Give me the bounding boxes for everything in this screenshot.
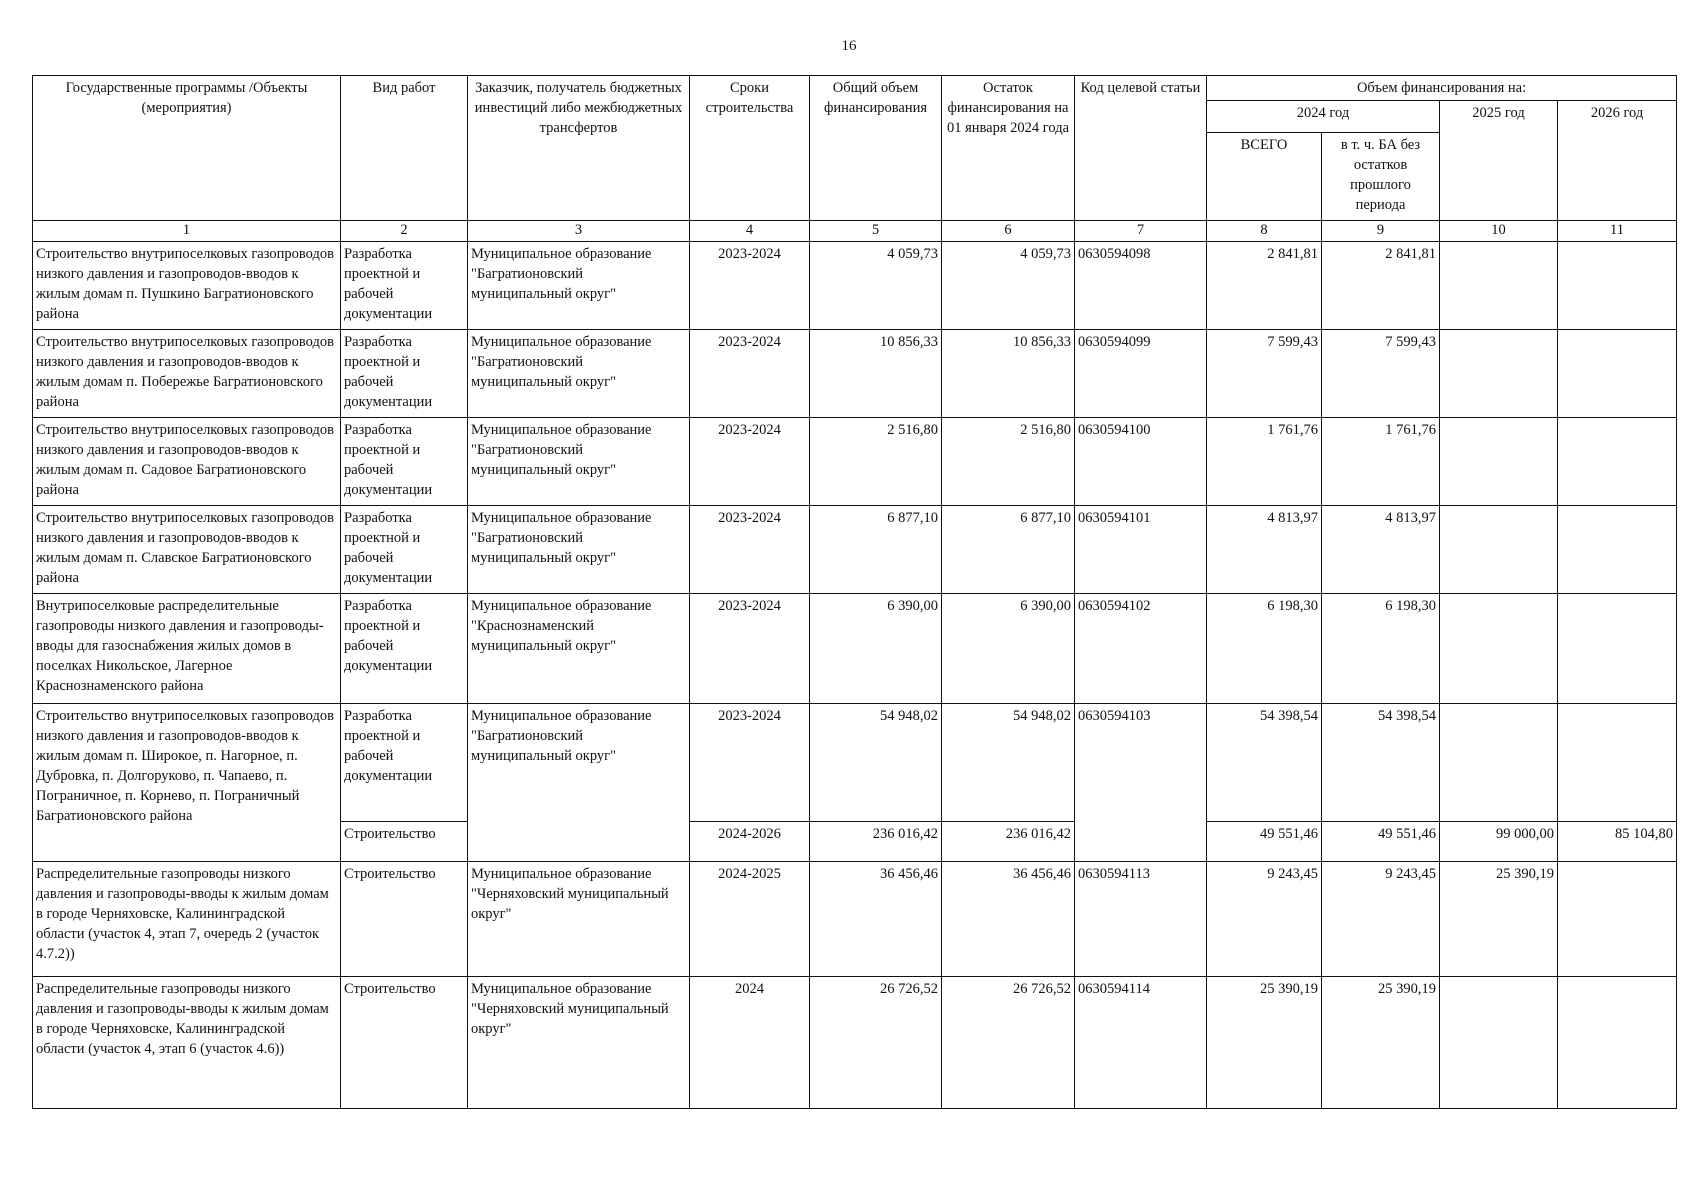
period-cell: 2023-2024 <box>690 330 810 418</box>
v2026-cell <box>1558 977 1677 1109</box>
col-number: 6 <box>942 221 1075 242</box>
v2024ba-cell: 9 243,45 <box>1322 862 1440 977</box>
table-row <box>33 506 1677 594</box>
header-2024-total: ВСЕГО <box>1207 133 1322 221</box>
table-row <box>33 418 1677 506</box>
v2026-cell <box>1558 862 1677 977</box>
remain-cell: 4 059,73 <box>942 242 1075 330</box>
period-cell: 2023-2024 <box>690 506 810 594</box>
customer-cell: Муниципальное образование "Багратионовский муниципальный округ" <box>468 242 690 330</box>
column-numbers-row <box>33 221 1677 242</box>
total-cell: 26 726,52 <box>810 977 942 1109</box>
col-number: 2 <box>341 221 468 242</box>
total-cell: 4 059,73 <box>810 242 942 330</box>
total-cell: 6 390,00 <box>810 594 942 704</box>
v2024-cell: 1 761,76 <box>1207 418 1322 506</box>
v2024-cell: 4 813,97 <box>1207 506 1322 594</box>
total-cell: 2 516,80 <box>810 418 942 506</box>
customer-cell: Муниципальное образование "Черняховский муниципальный округ" <box>468 977 690 1109</box>
table-row <box>33 862 1677 977</box>
work-type-cell: Разработка проектной и рабочей документации <box>341 506 468 594</box>
v2025-cell <box>1440 242 1558 330</box>
customer-cell: Муниципальное образование "Багратионовский муниципальный округ" <box>468 506 690 594</box>
v2024ba-cell: 2 841,81 <box>1322 242 1440 330</box>
v2026-cell: 85 104,80 <box>1558 822 1677 862</box>
v2024ba-cell: 1 761,76 <box>1322 418 1440 506</box>
col-number: 9 <box>1322 221 1440 242</box>
object-cell: Распределительные газопроводы низкого давления и газопроводы-вводы к жилым домам в городе Черняховске, Калининградской области (участок 4, этап 6 (участок 4.6)) <box>33 977 341 1109</box>
total-cell: 36 456,46 <box>810 862 942 977</box>
v2025-cell: 25 390,19 <box>1440 862 1558 977</box>
table-row <box>33 330 1677 418</box>
remain-cell: 10 856,33 <box>942 330 1075 418</box>
period-cell: 2024-2025 <box>690 862 810 977</box>
col-number: 11 <box>1558 221 1677 242</box>
v2024ba-cell: 7 599,43 <box>1322 330 1440 418</box>
col-number: 10 <box>1440 221 1558 242</box>
v2024-cell: 25 390,19 <box>1207 977 1322 1109</box>
header-2024: 2024 год <box>1207 101 1440 133</box>
object-cell: Строительство внутрипоселковых газопроводов низкого давления и газопроводов-вводов к жилым домам п. Пушкино Багратионовского района <box>33 242 341 330</box>
customer-cell: Муниципальное образование "Багратионовский муниципальный округ" <box>468 330 690 418</box>
remain-cell: 6 877,10 <box>942 506 1075 594</box>
v2024-cell: 9 243,45 <box>1207 862 1322 977</box>
period-cell: 2023-2024 <box>690 242 810 330</box>
object-cell: Внутрипоселковые распределительные газопроводы низкого давления и газопроводы-вводы для газоснабжения жилых домов в поселках Никольское, Лагерное Краснознаменского района <box>33 594 341 704</box>
v2026-cell <box>1558 418 1677 506</box>
code-cell: 0630594100 <box>1075 418 1207 506</box>
header-target-code: Код целевой статьи <box>1075 76 1207 221</box>
page-number: 16 <box>841 38 857 54</box>
v2025-cell <box>1440 330 1558 418</box>
code-cell: 0630594103 <box>1075 704 1207 862</box>
remain-cell: 236 016,42 <box>942 822 1075 862</box>
header-2025: 2025 год <box>1440 101 1558 221</box>
v2025-cell <box>1440 704 1558 822</box>
header-2026: 2026 год <box>1558 101 1677 221</box>
v2024-cell: 2 841,81 <box>1207 242 1322 330</box>
v2026-cell <box>1558 242 1677 330</box>
customer-cell: Муниципальное образование "Черняховский муниципальный округ" <box>468 862 690 977</box>
code-cell: 0630594099 <box>1075 330 1207 418</box>
v2024ba-cell: 4 813,97 <box>1322 506 1440 594</box>
object-cell: Строительство внутрипоселковых газопроводов низкого давления и газопроводов-вводов к жилым домам п. Славское Багратионовского района <box>33 506 341 594</box>
header-period: Сроки строительства <box>690 76 810 221</box>
total-cell: 6 877,10 <box>810 506 942 594</box>
total-cell: 54 948,02 <box>810 704 942 822</box>
v2025-cell <box>1440 506 1558 594</box>
header-objects: Государственные программы /Объекты (мероприятия) <box>33 76 341 221</box>
remain-cell: 36 456,46 <box>942 862 1075 977</box>
header-customer: Заказчик, получатель бюджетных инвестиций либо межбюджетных трансфертов <box>468 76 690 221</box>
col-number: 3 <box>468 221 690 242</box>
total-cell: 236 016,42 <box>810 822 942 862</box>
header-funding-volume: Объем финансирования на: <box>1207 76 1677 101</box>
code-cell: 0630594114 <box>1075 977 1207 1109</box>
v2024ba-cell: 54 398,54 <box>1322 704 1440 822</box>
period-cell: 2023-2024 <box>690 704 810 822</box>
work-type-cell: Разработка проектной и рабочей документации <box>341 330 468 418</box>
object-cell: Строительство внутрипоселковых газопроводов низкого давления и газопроводов-вводов к жилым домам п. Широкое, п. Нагорное, п. Дубровка, п. Долгоруково, п. Чапаево, п. Пограничное, п. Корнево, п. Пограничный Багратионовского района <box>33 704 341 862</box>
period-cell: 2023-2024 <box>690 418 810 506</box>
header-remaining-funding: Остаток финансирования на 01 января 2024 года <box>942 76 1075 221</box>
table-row <box>33 242 1677 330</box>
period-cell: 2024-2026 <box>690 822 810 862</box>
customer-cell: Муниципальное образование "Багратионовский муниципальный округ" <box>468 704 690 862</box>
code-cell: 0630594102 <box>1075 594 1207 704</box>
col-number: 7 <box>1075 221 1207 242</box>
v2026-cell <box>1558 330 1677 418</box>
v2026-cell <box>1558 704 1677 822</box>
col-number: 1 <box>33 221 341 242</box>
v2026-cell <box>1558 506 1677 594</box>
table-row <box>33 704 1677 822</box>
work-type-cell: Строительство <box>341 977 468 1109</box>
period-cell: 2024 <box>690 977 810 1109</box>
header-total-funding: Общий объем финансирования <box>810 76 942 221</box>
object-cell: Строительство внутрипоселковых газопроводов низкого давления и газопроводов-вводов к жилым домам п. Побережье Багратионовского района <box>33 330 341 418</box>
header-2024-incl: в т. ч. БА без остатков прошлого периода <box>1322 133 1440 221</box>
table-row <box>33 594 1677 704</box>
v2025-cell <box>1440 977 1558 1109</box>
code-cell: 0630594101 <box>1075 506 1207 594</box>
object-cell: Распределительные газопроводы низкого давления и газопроводы-вводы к жилым домам в городе Черняховске, Калининградской области (участок 4, этап 7, очередь 2 (участок 4.7.2)) <box>33 862 341 977</box>
work-type-cell: Строительство <box>341 822 468 862</box>
v2024ba-cell: 6 198,30 <box>1322 594 1440 704</box>
work-type-cell: Разработка проектной и рабочей документации <box>341 418 468 506</box>
v2025-cell: 99 000,00 <box>1440 822 1558 862</box>
v2024-cell: 54 398,54 <box>1207 704 1322 822</box>
work-type-cell: Строительство <box>341 862 468 977</box>
work-type-cell: Разработка проектной и рабочей документации <box>341 704 468 822</box>
col-number: 8 <box>1207 221 1322 242</box>
remain-cell: 6 390,00 <box>942 594 1075 704</box>
v2025-cell <box>1440 418 1558 506</box>
v2024ba-cell: 49 551,46 <box>1322 822 1440 862</box>
v2026-cell <box>1558 594 1677 704</box>
col-number: 5 <box>810 221 942 242</box>
header-work-type: Вид работ <box>341 76 468 221</box>
v2025-cell <box>1440 594 1558 704</box>
v2024-cell: 6 198,30 <box>1207 594 1322 704</box>
remain-cell: 54 948,02 <box>942 704 1075 822</box>
funding-table <box>32 75 1677 1109</box>
period-cell: 2023-2024 <box>690 594 810 704</box>
v2024-cell: 7 599,43 <box>1207 330 1322 418</box>
work-type-cell: Разработка проектной и рабочей документации <box>341 242 468 330</box>
code-cell: 0630594113 <box>1075 862 1207 977</box>
remain-cell: 2 516,80 <box>942 418 1075 506</box>
work-type-cell: Разработка проектной и рабочей документации <box>341 594 468 704</box>
customer-cell: Муниципальное образование "Багратионовский муниципальный округ" <box>468 418 690 506</box>
v2024ba-cell: 25 390,19 <box>1322 977 1440 1109</box>
remain-cell: 26 726,52 <box>942 977 1075 1109</box>
v2024-cell: 49 551,46 <box>1207 822 1322 862</box>
col-number: 4 <box>690 221 810 242</box>
customer-cell: Муниципальное образование "Краснознаменский муниципальный округ" <box>468 594 690 704</box>
table-row <box>33 977 1677 1109</box>
total-cell: 10 856,33 <box>810 330 942 418</box>
object-cell: Строительство внутрипоселковых газопроводов низкого давления и газопроводов-вводов к жилым домам п. Садовое Багратионовского района <box>33 418 341 506</box>
code-cell: 0630594098 <box>1075 242 1207 330</box>
